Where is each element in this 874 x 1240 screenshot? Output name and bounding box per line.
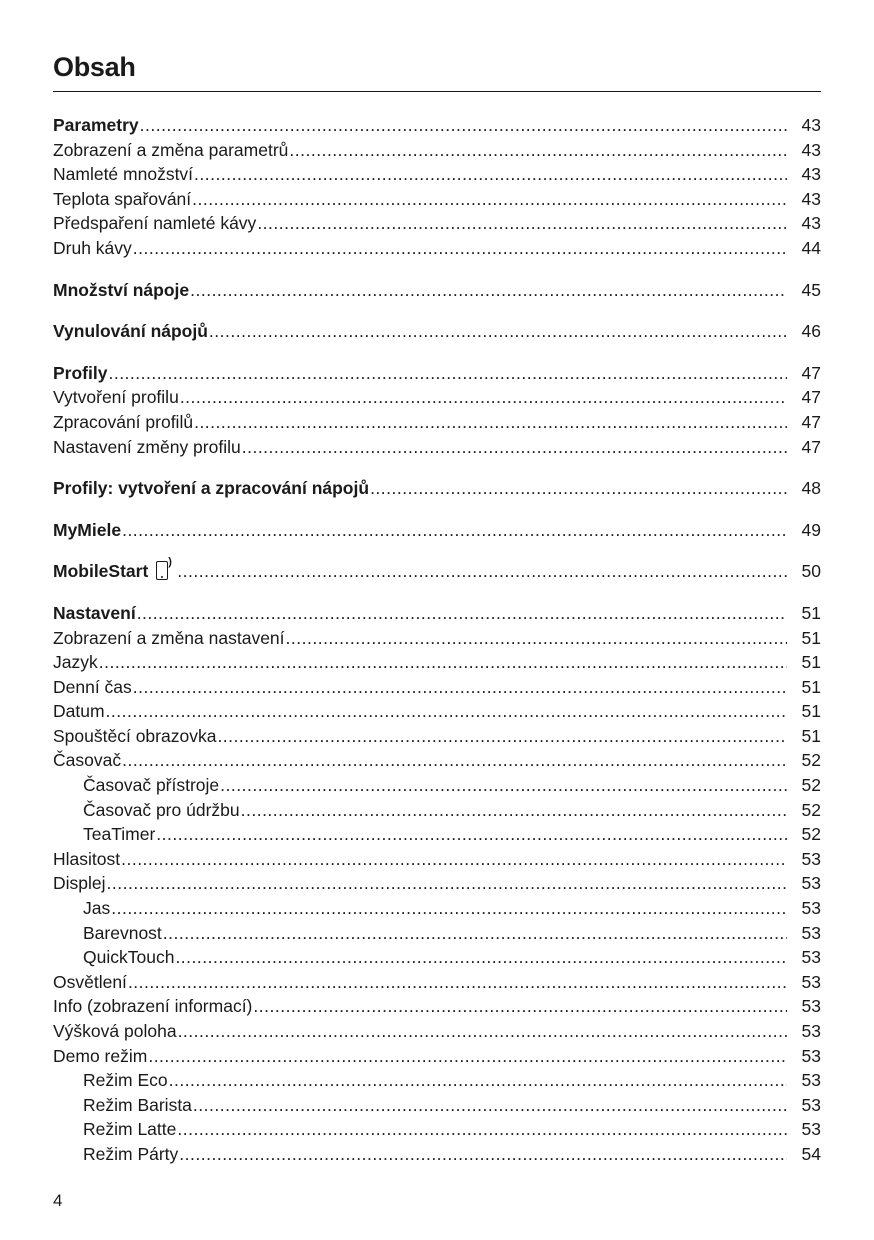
toc-entry-label: [53, 278, 189, 303]
toc-entry-page: 45: [801, 279, 821, 300]
toc-entry-page: 51: [801, 627, 821, 648]
toc-entry-page: 49: [801, 519, 821, 540]
toc-entry-title: Profily: [53, 362, 108, 383]
toc-entry: [53, 187, 821, 212]
dot-leader: [179, 1142, 787, 1167]
toc-entry: [53, 361, 821, 386]
toc-entry-label: [53, 138, 288, 163]
toc-entry-label: [53, 361, 107, 386]
toc-entry-page: 47: [801, 411, 821, 432]
toc-entry-page: 53: [801, 898, 821, 919]
toc-entry-page: 51: [801, 676, 821, 697]
toc-entry: [53, 1044, 821, 1069]
toc-entry-title: Jas: [83, 898, 111, 919]
dot-leader: [121, 847, 787, 872]
toc-entry: [53, 211, 821, 236]
toc-entry-label: [53, 1117, 176, 1142]
toc-entry-title: Info (zobrazení informací): [53, 996, 253, 1017]
toc-entry-title: Režim Latte: [83, 1119, 177, 1140]
dot-leader: [241, 798, 787, 823]
toc-entry: [53, 518, 821, 543]
toc-entry-page: 53: [801, 873, 821, 894]
toc-entry-label: [53, 1044, 147, 1069]
toc-entry-label: [53, 847, 120, 872]
dot-leader: [106, 699, 787, 724]
toc-entry-page: 53: [801, 848, 821, 869]
toc-entry-label: [53, 518, 121, 543]
toc-entry: [53, 921, 821, 946]
toc-entry-page: 46: [801, 321, 821, 342]
toc-entry-label: [53, 921, 162, 946]
toc-entry-page: 52: [801, 824, 821, 845]
toc-entry-page: 43: [801, 164, 821, 185]
dot-leader: [111, 896, 787, 921]
dot-leader: [107, 871, 787, 896]
toc-entry: [53, 476, 821, 501]
toc-entry-page: 53: [801, 996, 821, 1017]
toc-entry-label: [53, 626, 285, 651]
toc-entry-title: Osvětlení: [53, 971, 127, 992]
toc-entry-label: [53, 385, 179, 410]
toc-entry: [53, 556, 821, 584]
toc-entry-label: [53, 699, 105, 724]
dot-leader: [193, 1093, 787, 1118]
toc-entry: [53, 601, 821, 626]
toc-entry-title: Denní čas: [53, 676, 132, 697]
toc-entry-label: [53, 187, 191, 212]
toc-entry: [53, 994, 821, 1019]
toc-entry-page: 53: [801, 1094, 821, 1115]
dot-leader: [99, 650, 787, 675]
toc-entry-title: QuickTouch: [83, 947, 175, 968]
toc-entry-page: 48: [801, 478, 821, 499]
toc-entry: [53, 699, 821, 724]
toc-entry-title: MyMiele: [53, 519, 122, 540]
toc-entry-page: 52: [801, 799, 821, 820]
toc-entry-label: [53, 945, 174, 970]
toc-entry-label: [53, 650, 98, 675]
dot-leader: [192, 187, 787, 212]
toc-entry: [53, 236, 821, 261]
toc-entry-page: 53: [801, 922, 821, 943]
toc-entry-label: [53, 822, 155, 847]
toc-entry: [53, 435, 821, 460]
toc-entry-label: [53, 556, 176, 584]
toc-entry-page: 54: [801, 1143, 821, 1164]
toc-entry: [53, 113, 821, 138]
toc-entry-page: 53: [801, 1070, 821, 1091]
toc-entry-title: Časovač pro údržbu: [83, 799, 240, 820]
toc-entry-label: [53, 1019, 177, 1044]
toc-entry-title: Režim Eco: [83, 1070, 168, 1091]
page-number: 4: [53, 1191, 63, 1210]
toc-entry-label: [53, 236, 132, 261]
dot-leader: [148, 1044, 787, 1069]
toc-entry-label: [53, 476, 369, 501]
toc-entry-title: Výšková poloha: [53, 1021, 177, 1041]
toc-entry: [53, 675, 821, 700]
dot-leader: [286, 626, 787, 651]
toc-entry-page: 53: [801, 971, 821, 992]
toc-entry-title: Zpracování profilů: [53, 411, 194, 432]
toc-entry-label: [53, 970, 127, 995]
toc-entry: [53, 748, 821, 773]
toc-entry-page: 43: [801, 213, 821, 234]
toc-entry: [53, 1093, 821, 1118]
toc-entry: [53, 1019, 821, 1044]
mobile-phone-wireless-icon: ): [154, 559, 176, 581]
toc-entry-title: Nastavení změny profilu: [53, 436, 241, 457]
toc-entry-label: [53, 1142, 178, 1167]
toc-entry-title: Předspaření namleté kávy: [53, 213, 257, 234]
toc-entry-page: 43: [801, 139, 821, 160]
dot-leader: [122, 748, 787, 773]
toc-entry-label: [53, 994, 252, 1019]
toc-entry: [53, 822, 821, 847]
toc-entry-title: Hlasitost: [53, 848, 121, 869]
toc-entry-page: 43: [801, 115, 821, 135]
toc-entry-page: 53: [801, 1119, 821, 1140]
toc-entry-title: Barevnost: [83, 922, 162, 943]
page-title: Obsah: [53, 52, 136, 82]
toc-entry: [53, 1117, 821, 1142]
dot-leader: [177, 559, 787, 584]
toc-entry-title: Druh kávy: [53, 237, 132, 258]
toc-entry-title: Nastavení: [53, 602, 136, 623]
toc-entry-title: Profily: vytvoření a zpracování nápojů: [53, 478, 370, 499]
toc-entry: [53, 162, 821, 187]
toc-entry-label: [53, 113, 139, 138]
toc-entry-label: [53, 211, 256, 236]
dot-leader: [122, 518, 787, 543]
toc-entry-title: Zobrazení a změna parametrů: [53, 139, 289, 160]
dot-leader: [140, 113, 787, 138]
toc-entry-label: [53, 601, 136, 626]
toc-entry-label: [53, 724, 216, 749]
toc-entry-page: 51: [801, 725, 821, 746]
toc-entry-title: MobileStart: [53, 561, 149, 582]
toc-entry-title: Režim Párty: [83, 1143, 179, 1164]
dot-leader: [220, 773, 787, 798]
toc-entry: [53, 138, 821, 163]
title-divider: [53, 91, 821, 92]
toc-entry-page: 51: [801, 652, 821, 673]
toc-entry: [53, 626, 821, 651]
toc-entry: [53, 896, 821, 921]
toc-entry-title: TeaTimer: [83, 824, 156, 845]
toc-entry-page: 53: [801, 947, 821, 968]
toc-entry-page: 43: [801, 188, 821, 209]
toc-entry-label: [53, 319, 208, 344]
dot-leader: [178, 1019, 787, 1044]
toc-entry: [53, 970, 821, 995]
toc-entry-title: Jazyk: [53, 652, 98, 673]
toc-entry-label: [53, 798, 240, 823]
table-of-contents: [53, 113, 821, 1167]
toc-entry-title: Spouštěcí obrazovka: [53, 725, 217, 746]
dot-leader: [242, 435, 787, 460]
dot-leader: [128, 970, 787, 995]
toc-entry-title: Zobrazení a změna nastavení: [53, 627, 285, 648]
toc-entry-label: [53, 871, 106, 896]
dot-leader: [194, 410, 787, 435]
toc-entry-page: 47: [801, 387, 821, 408]
toc-entry-page: 47: [801, 436, 821, 457]
dot-leader: [108, 361, 787, 386]
toc-entry-label: [53, 773, 219, 798]
toc-entry-label: [53, 675, 132, 700]
toc-entry-label: [53, 410, 193, 435]
toc-entry: [53, 724, 821, 749]
toc-entry-page: 51: [801, 602, 821, 623]
toc-entry: [53, 278, 821, 303]
dot-leader: [190, 278, 787, 303]
toc-entry-title: Displej: [53, 873, 106, 894]
toc-entry-title: Časovač přístroje: [83, 775, 220, 796]
toc-entry-page: 51: [801, 701, 821, 722]
toc-entry-page: 44: [801, 237, 821, 258]
toc-entry-title: Demo režim: [53, 1045, 148, 1066]
toc-entry-page: 50: [801, 561, 821, 582]
toc-entry-title: Režim Barista: [83, 1094, 192, 1115]
toc-entry: [53, 1068, 821, 1093]
toc-entry-page: 52: [801, 750, 821, 771]
toc-entry-title: Vytvoření profilu: [53, 387, 179, 408]
toc-entry-title: Namleté množství: [53, 164, 194, 185]
toc-entry: [53, 1142, 821, 1167]
toc-entry-label: [53, 1093, 192, 1118]
dot-leader: [253, 994, 787, 1019]
dot-leader: [289, 138, 787, 163]
toc-entry-page: 52: [801, 775, 821, 796]
toc-entry-page: 53: [801, 1045, 821, 1066]
toc-entry: [53, 410, 821, 435]
dot-leader: [156, 822, 787, 847]
dot-leader: [209, 319, 787, 344]
toc-entry-title: Teplota spařování: [53, 188, 192, 209]
toc-entry: [53, 798, 821, 823]
toc-entry-label: [53, 748, 121, 773]
toc-entry: [53, 871, 821, 896]
toc-entry: [53, 945, 821, 970]
toc-entry: [53, 773, 821, 798]
toc-entry-label: [53, 896, 110, 921]
toc-entry: [53, 847, 821, 872]
toc-entry-title: Množství nápoje: [53, 279, 190, 300]
toc-entry-page: 47: [801, 362, 821, 383]
dot-leader: [257, 211, 787, 236]
dot-leader: [177, 1117, 787, 1142]
toc-entry-label: [53, 162, 193, 187]
dot-leader: [370, 476, 787, 501]
toc-entry-title: Časovač: [53, 750, 122, 771]
toc-entry: [53, 319, 821, 344]
toc-entry-page: 53: [801, 1021, 821, 1041]
dot-leader: [194, 162, 787, 187]
dot-leader: [133, 236, 787, 261]
toc-entry-title: Datum: [53, 701, 105, 722]
toc-entry-label: [53, 1068, 168, 1093]
toc-entry: [53, 385, 821, 410]
toc-entry-title: Parametry: [53, 115, 139, 135]
dot-leader: [175, 945, 787, 970]
toc-entry-title: Vynulování nápojů: [53, 321, 208, 342]
dot-leader: [180, 385, 787, 410]
dot-leader: [163, 921, 787, 946]
dot-leader: [217, 724, 787, 749]
dot-leader: [169, 1068, 787, 1093]
dot-leader: [137, 601, 787, 626]
dot-leader: [133, 675, 787, 700]
toc-entry: [53, 650, 821, 675]
toc-entry-label: [53, 435, 241, 460]
